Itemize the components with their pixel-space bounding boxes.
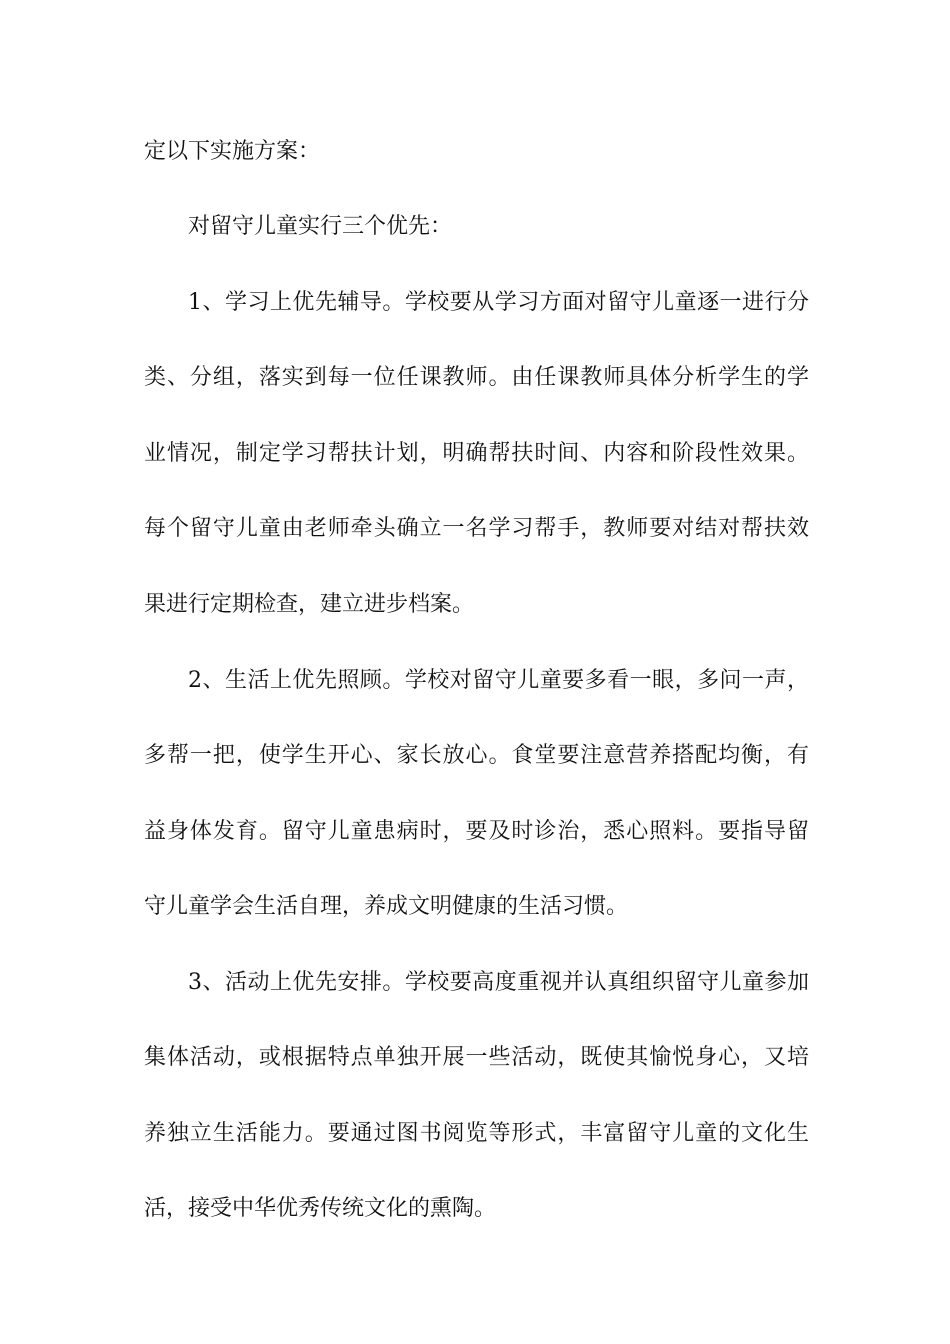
text-line: 果进行定期检查，建立进步档案。 xyxy=(144,592,475,617)
section-heading: 对留守儿童实行三个优先： xyxy=(188,214,453,239)
text-line: 多帮一把，使学生开心、家长放心。食堂要注意营养搭配均衡，有 xyxy=(144,743,809,768)
text-line: 2、生活上优先照顾。学校对留守儿童要多看一眼，多问一声， xyxy=(188,668,809,693)
text-line: 类、分组，落实到每一位任课教师。由任课教师具体分析学生的学 xyxy=(144,365,809,390)
text-line: 定以下实施方案： xyxy=(144,139,321,164)
text-line: 3、活动上优先安排。学校要高度重视并认真组织留守儿童参加 xyxy=(188,970,809,995)
text-line: 1、学习上优先辅导。学校要从学习方面对留守儿童逐一进行分 xyxy=(188,290,809,315)
text-line: 集体活动，或根据特点单独开展一些活动，既使其愉悦身心，又培 xyxy=(144,1045,809,1070)
text-line: 益身体发育。留守儿童患病时，要及时诊治，悉心照料。要指导留 xyxy=(144,819,809,844)
text-line: 业情况，制定学习帮扶计划，明确帮扶时间、内容和阶段性效果。 xyxy=(144,441,809,466)
text-line: 养独立生活能力。要通过图书阅览等形式，丰富留守儿童的文化生 xyxy=(144,1121,809,1146)
text-line: 活，接受中华优秀传统文化的熏陶。 xyxy=(144,1196,497,1221)
text-line: 每个留守儿童由老师牵头确立一名学习帮手，教师要对结对帮扶效 xyxy=(144,516,809,541)
text-line: 守儿童学会生活自理，养成文明健康的生活习惯。 xyxy=(144,894,629,919)
